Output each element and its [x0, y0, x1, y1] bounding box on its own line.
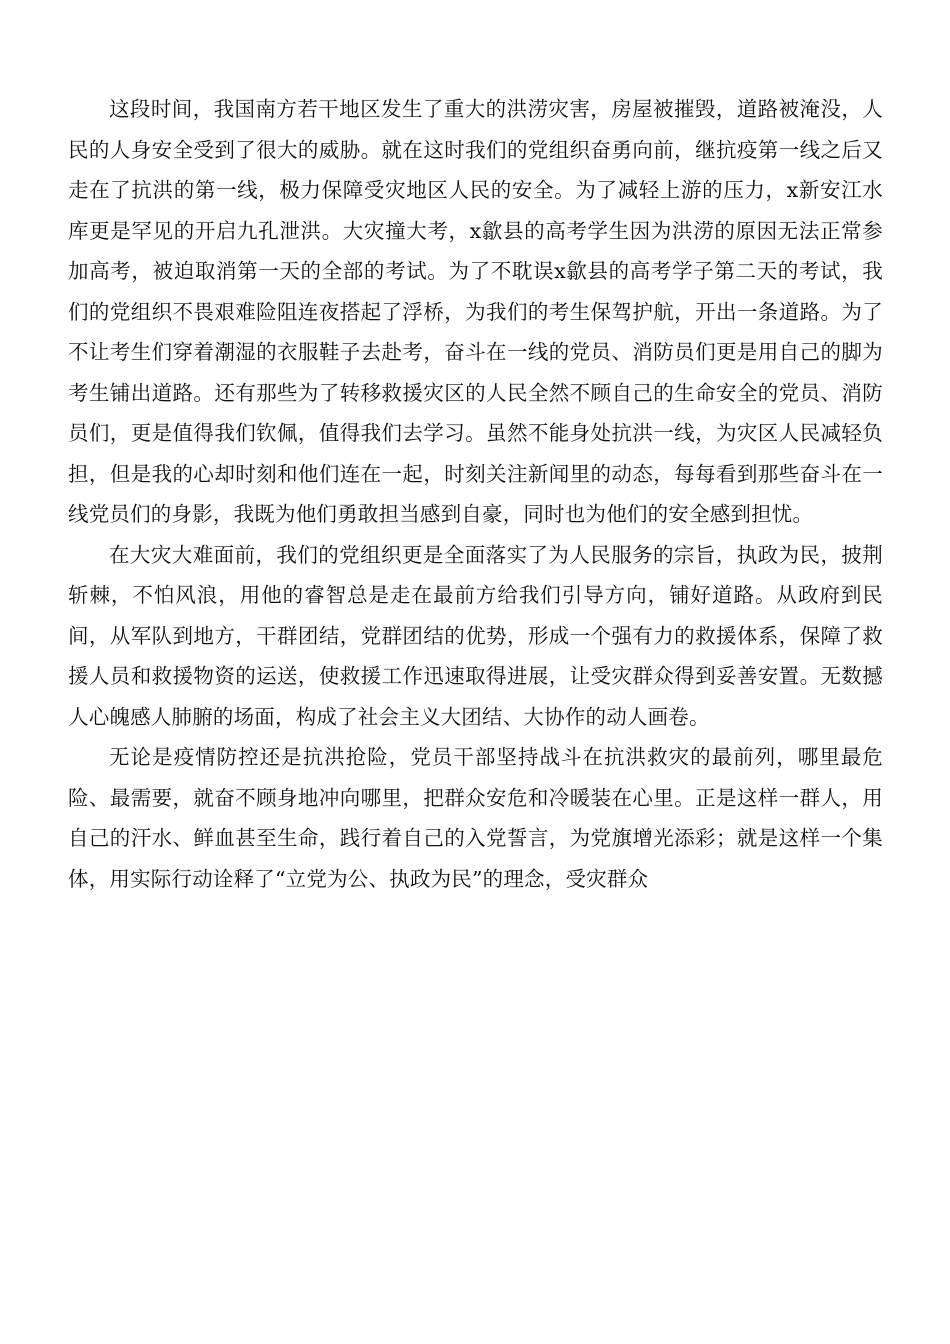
paragraph-1: 这段时间，我国南方若干地区发生了重大的洪涝灾害，房屋被摧毁，道路被淹没，人民的人身安全受到了很大的威胁。就在这时我们的党组织奋勇向前，继抗疫第一线之后又走在了抗洪的第一线，极力保障受灾地区人民的安全。为了减轻上游的压力，x新安江水库更是罕见的开启九孔泄洪。大灾撞大考，x歙县的高考学生因为洪涝的原因无法正常参加高考，被迫取消第一天的全部的考试。为了不耽误x歙县的高考学子第二天的考试，我们的党组织不畏艰难险阻连夜搭起了浮桥，为我们的考生保驾护航，开出一条道路。为了不让考生们穿着潮湿的衣服鞋子去赴考，奋斗在一线的党员、消防员们更是用自己的脚为考生铺出道路。还有那些为了转移救援灾区的人民全然不顾自己的生命安全的党员、消防员们，更是值得我们钦佩，值得我们去学习。虽然不能身处抗洪一线，为灾区人民减轻负担，但是我的心却时刻和他们连在一起，时刻关注新闻里的动态，每每看到那些奋斗在一线党员们的身影，我既为他们勇敢担当感到自豪，同时也为他们的安全感到担忧。: [68, 97, 883, 526]
paragraph-3: 无论是疫情防控还是抗洪抢险，党员干部坚持战斗在抗洪救灾的最前列，哪里最危险、最需要，就奋不顾身地冲向哪里，把群众安危和冷暖装在心里。正是这样一群人，用自己的汗水、鲜血甚至生命，践行着自己的入党誓言，为党旗增光添彩；就是这样一个集体，用实际行动诠释了“立党为公、执政为民”的理念，受灾群众: [68, 745, 883, 891]
document-page: [68, 89, 883, 899]
paragraph-2: 在大灾大难面前，我们的党组织更是全面落实了为人民服务的宗旨，执政为民，披荆斩棘，不怕风浪，用他的睿智总是走在最前方给我们引导方向，铺好道路。从政府到民间，从军队到地方，干群团结，党群团结的优势，形成一个强有力的救援体系，保障了救援人员和救援物资的运送，使救援工作迅速取得进展，让受灾群众得到妥善安置。无数撼人心魄感人肺腑的场面，构成了社会主义大团结、大协作的动人画卷。: [68, 542, 883, 729]
